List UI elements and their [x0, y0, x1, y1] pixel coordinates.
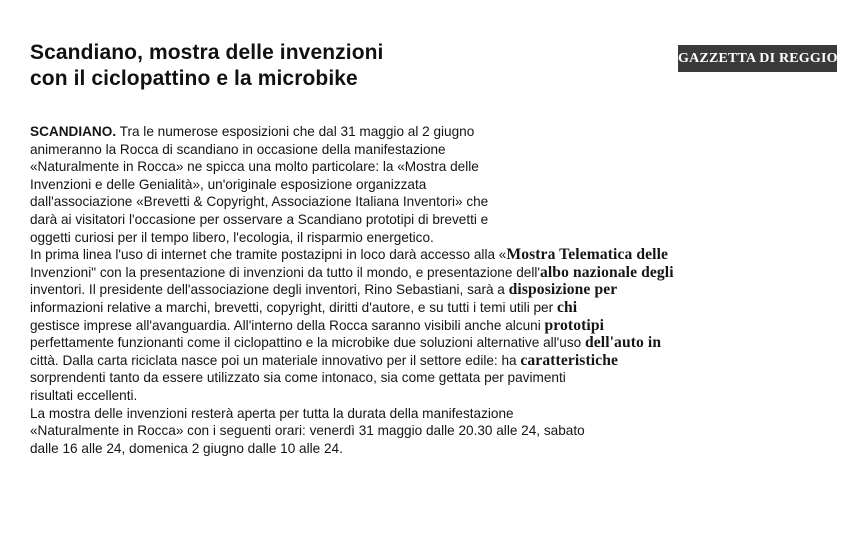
article-line — [30, 193, 840, 211]
article-line — [30, 176, 840, 194]
article-line — [30, 352, 840, 370]
article-line — [30, 422, 840, 440]
line-text-serif: dell'auto in — [584, 334, 662, 352]
line-text: informazioni relative a marchi, brevetti, copyright, diritti d'autore, e su tutti i temi utili per — [30, 299, 557, 315]
article-line — [30, 387, 840, 405]
article-line — [30, 334, 840, 352]
line-text-serif: chi — [556, 298, 578, 316]
article-line — [30, 281, 840, 299]
line-text-serif: Mostra Telematica delle — [506, 246, 669, 264]
line-text: oggetti curiosi per il tempo libero, l'ecologia, il risparmio energetico. — [30, 229, 434, 245]
line-text: dall'associazione «Brevetti & Copyright, Associazione Italiana Inventori» che — [30, 194, 489, 210]
article-lead: SCANDIANO. — [30, 124, 117, 139]
line-text: perfettamente funzionanti come il ciclopattino e la microbike due soluzioni alternative all'uso — [30, 335, 585, 351]
line-text-serif: caratteristiche — [520, 351, 618, 369]
line-text: Tra le numerose esposizioni che dal 31 maggio al 2 giugno — [116, 124, 475, 139]
article-line — [30, 264, 840, 282]
article-line — [30, 211, 840, 229]
headline-line-1: Scandiano, mostra delle invenzioni — [30, 41, 384, 64]
headline-line-2: con il ciclopattino e la microbike — [30, 67, 358, 90]
line-text-serif: prototipi — [544, 316, 605, 334]
article-line — [30, 246, 840, 264]
line-text: animeranno la Rocca di scandiano in occasione della manifestazione — [30, 141, 446, 157]
line-text: «Naturalmente in Rocca» con i seguenti orari: venerdì 31 maggio dalle 20.30 alle 24, sabato — [30, 423, 585, 439]
line-text: dalle 16 alle 24, domenica 2 giugno dalle 10 alle 24. — [30, 440, 343, 456]
line-text: città. Dalla carta riciclata nasce poi un materiale innovativo per il settore edile: ha — [30, 352, 521, 368]
line-text: Invenzioni e delle Genialità», un'originale esposizione organizzata — [30, 176, 427, 192]
article-line — [30, 317, 840, 335]
line-text: darà ai visitatori l'occasione per osservare a Scandiano prototipi di brevetti e — [30, 211, 489, 227]
line-text: inventori. Il presidente dell'associazione degli inventori, Rino Sebastiani, sarà a — [30, 282, 509, 298]
article-line — [30, 405, 840, 423]
article-line — [30, 440, 840, 458]
article-line — [30, 299, 840, 317]
article-body — [30, 123, 840, 457]
line-text: gestisce imprese all'avanguardia. All'interno della Rocca saranno visibili anche alcuni — [30, 317, 545, 333]
line-text: risultati eccellenti. — [30, 387, 138, 403]
article-line — [30, 123, 840, 141]
line-text: La mostra delle invenzioni resterà aperta per tutta la durata della manifestazione — [30, 405, 514, 421]
article-line — [30, 369, 840, 387]
article-line — [30, 141, 840, 159]
article-line — [30, 158, 840, 176]
newspaper-masthead: GAZZETTA DI REGGIO — [678, 45, 837, 72]
line-text: sorprendenti tanto da essere utilizzato sia come intonaco, sia come gettata per pavimenti — [30, 370, 566, 386]
line-text: «Naturalmente in Rocca» ne spicca una molto particolare: la «Mostra delle — [30, 159, 479, 175]
line-text-serif: disposizione per — [508, 281, 618, 299]
line-text: In prima linea l'uso di internet che tramite postazipni in loco darà accesso alla « — [30, 247, 507, 263]
line-text: Invenzioni" con la presentazione di invenzioni da tutto il mondo, e presentazione dell' — [30, 264, 540, 280]
article-line — [30, 229, 840, 247]
line-text-serif: albo nazionale degli — [539, 263, 674, 281]
article-headline — [30, 40, 590, 92]
